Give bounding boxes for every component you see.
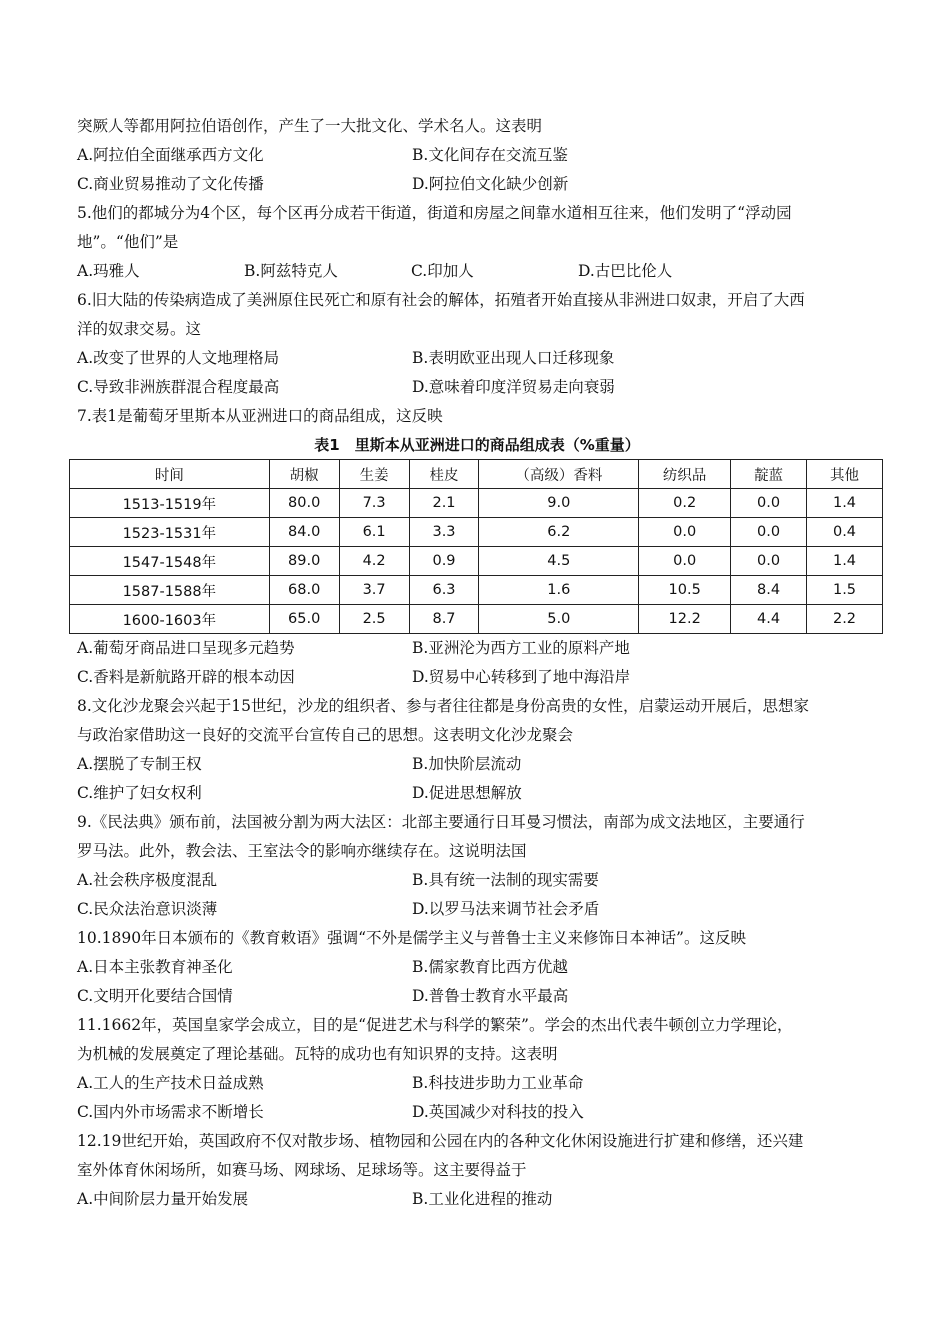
table-header-cell: 其他 — [807, 460, 883, 489]
table-cell: 89.0 — [269, 547, 339, 576]
table-header-cell: 纺织品 — [639, 460, 731, 489]
q5-option-a: A.玛雅人 — [77, 262, 140, 280]
q12-option-a: A.中间阶层力量开始发展 — [77, 1190, 249, 1208]
table-cell: 6.1 — [339, 518, 409, 547]
q10-option-b: B.儒家教育比西方优越 — [412, 958, 568, 976]
q11-option-d: D.英国减少对科技的投入 — [412, 1103, 584, 1121]
table-cell: 0.2 — [639, 489, 731, 518]
import-table — [69, 459, 883, 634]
table-row — [70, 605, 883, 634]
table-cell: 7.3 — [339, 489, 409, 518]
table-cell: 3.3 — [409, 518, 479, 547]
table-cell: 2.5 — [339, 605, 409, 634]
q6-option-c: C.导致非洲族群混合程度最高 — [77, 378, 280, 396]
q11-option-b: B.科技进步助力工业革命 — [412, 1074, 584, 1092]
q4-option-c: C.商业贸易推动了文化传播 — [77, 175, 264, 193]
table-cell: 65.0 — [269, 605, 339, 634]
table-cell: 5.0 — [479, 605, 639, 634]
q5-text-line1: 5.他们的都城分为4个区，每个区再分成若干街道，街道和房屋之间靠水道相互往来，他们发明了“浮动园 — [77, 204, 792, 222]
q10-text-line1: 10.1890年日本颁布的《教育敕语》强调“不外是儒学主义与普鲁士主义来修饰日本神话”。这反映 — [77, 929, 746, 947]
q10-options-row2 — [77, 982, 877, 1011]
q10-options-row1 — [77, 953, 877, 982]
table-cell: 4.4 — [731, 605, 807, 634]
table-cell: 84.0 — [269, 518, 339, 547]
table-cell: 0.0 — [731, 489, 807, 518]
q6-options-row2 — [77, 373, 877, 402]
table-cell: 10.5 — [639, 576, 731, 605]
table-cell: 0.0 — [731, 518, 807, 547]
q8-options-row1 — [77, 750, 877, 779]
q10-option-d: D.普鲁士教育水平最高 — [412, 987, 569, 1005]
table-cell: 1523-1531年 — [70, 518, 270, 547]
q10-option-c: C.文明开化要结合国情 — [77, 987, 233, 1005]
table-header-row — [70, 460, 883, 489]
q7-option-c: C.香料是新航路开辟的根本动因 — [77, 668, 295, 686]
q10-option-a: A.日本主张教育神圣化 — [77, 958, 233, 976]
q6-option-b: B.表明欧亚出现人口迁移现象 — [412, 349, 615, 367]
table-cell: 6.2 — [479, 518, 639, 547]
q11-text-line2: 为机械的发展奠定了理论基础。瓦特的成功也有知识界的支持。这表明 — [77, 1045, 558, 1063]
q12-text-line2: 室外体育休闲场所，如赛马场、网球场、足球场等。这主要得益于 — [77, 1161, 527, 1179]
table-cell: 3.7 — [339, 576, 409, 605]
q11-text-line1: 11.1662年，英国皇家学会成立，目的是“促进艺术与科学的繁荣”。学会的杰出代表牛顿创立力学理论， — [77, 1016, 793, 1034]
q6-options-row1 — [77, 344, 877, 373]
table-cell: 9.0 — [479, 489, 639, 518]
table-row — [70, 489, 883, 518]
q7-option-b: B.亚洲沦为西方工业的原料产地 — [412, 639, 630, 657]
table-cell: 1.4 — [807, 489, 883, 518]
table-cell: 0.0 — [731, 547, 807, 576]
q8-text-line1: 8.文化沙龙聚会兴起于15世纪，沙龙的组织者、参与者往往都是身份高贵的女性，启蒙运动开展后，思想家 — [77, 697, 810, 715]
table-cell: 0.9 — [409, 547, 479, 576]
q7-options-row1 — [77, 634, 877, 663]
q11-option-a: A.工人的生产技术日益成熟 — [77, 1074, 264, 1092]
table-cell: 80.0 — [269, 489, 339, 518]
table-cell: 1547-1548年 — [70, 547, 270, 576]
q11-options-row1 — [77, 1069, 877, 1098]
table-cell: 0.4 — [807, 518, 883, 547]
table-cell: 1600-1603年 — [70, 605, 270, 634]
q6-option-d: D.意味着印度洋贸易走向衰弱 — [412, 378, 615, 396]
table-cell: 1587-1588年 — [70, 576, 270, 605]
q9-option-a: A.社会秩序极度混乱 — [77, 871, 218, 889]
table-cell: 2.2 — [807, 605, 883, 634]
table-cell: 8.7 — [409, 605, 479, 634]
table-cell: 8.4 — [731, 576, 807, 605]
q8-option-d: D.促进思想解放 — [412, 784, 522, 802]
q9-option-c: C.民众法治意识淡薄 — [77, 900, 218, 918]
q8-option-b: B.加快阶层流动 — [412, 755, 522, 773]
q12-options-row1 — [77, 1185, 877, 1214]
q5-options — [77, 257, 877, 286]
q12-option-b: B.工业化进程的推动 — [412, 1190, 553, 1208]
q5-option-c: C.印加人 — [411, 262, 474, 280]
table-cell: 1.4 — [807, 547, 883, 576]
q9-text-line1: 9.《民法典》颁布前，法国被分割为两大法区：北部主要通行日耳曼习惯法，南部为成文法地区，主要通行 — [77, 813, 805, 831]
q7-text-line1: 7.表1是葡萄牙里斯本从亚洲进口的商品组成，这反映 — [77, 407, 443, 425]
q11-option-c: C.国内外市场需求不断增长 — [77, 1103, 264, 1121]
q12-text-line1: 12.19世纪开始，英国政府不仅对散步场、植物园和公园在内的各种文化休闲设施进行扩建和修缮，还兴建 — [77, 1132, 804, 1150]
q9-option-b: B.具有统一法制的现实需要 — [412, 871, 599, 889]
table-header-cell: 生姜 — [339, 460, 409, 489]
q5-text-line2: 地”。“他们”是 — [77, 233, 179, 251]
table-header-cell: 桂皮 — [409, 460, 479, 489]
table-cell: 0.0 — [639, 518, 731, 547]
q5-option-d: D.古巴比伦人 — [578, 262, 673, 280]
q11-options-row2 — [77, 1098, 877, 1127]
table-cell: 1.6 — [479, 576, 639, 605]
table-caption: 表1 里斯本从亚洲进口的商品组成表（%重量） — [314, 436, 640, 454]
table-cell: 4.2 — [339, 547, 409, 576]
q4-options-row1 — [77, 141, 877, 170]
q8-option-c: C.维护了妇女权利 — [77, 784, 202, 802]
q9-options-row2 — [77, 895, 877, 924]
q8-options-row2 — [77, 779, 877, 808]
q7-option-d: D.贸易中心转移到了地中海沿岸 — [412, 668, 631, 686]
q5-option-b: B.阿兹特克人 — [244, 262, 338, 280]
table-header-cell: 胡椒 — [269, 460, 339, 489]
table-cell: 4.5 — [479, 547, 639, 576]
q4-option-d: D.阿拉伯文化缺少创新 — [412, 175, 569, 193]
table-row — [70, 518, 883, 547]
q8-option-a: A.摆脱了专制王权 — [77, 755, 202, 773]
q7-option-a: A.葡萄牙商品进口呈现多元趋势 — [77, 639, 295, 657]
table-cell: 68.0 — [269, 576, 339, 605]
table-cell: 2.1 — [409, 489, 479, 518]
q9-options-row1 — [77, 866, 877, 895]
exam-page — [77, 112, 877, 1214]
table-row — [70, 576, 883, 605]
table-cell: 1513-1519年 — [70, 489, 270, 518]
q8-text-line2: 与政治家借助这一良好的交流平台宣传自己的思想。这表明文化沙龙聚会 — [77, 726, 574, 744]
table-cell: 6.3 — [409, 576, 479, 605]
q4-text: 突厥人等都用阿拉伯语创作，产生了一大批文化、学术名人。这表明 — [77, 117, 543, 135]
table-header-cell: （高级）香料 — [479, 460, 639, 489]
q9-text-line2: 罗马法。此外，教会法、王室法令的影响亦继续存在。这说明法国 — [77, 842, 527, 860]
q4-options-row2 — [77, 170, 877, 199]
q9-option-d: D.以罗马法来调节社会矛盾 — [412, 900, 600, 918]
q7-options-row2 — [77, 663, 877, 692]
table-cell: 12.2 — [639, 605, 731, 634]
q6-text-line2: 洋的奴隶交易。这 — [77, 320, 202, 338]
q4-option-b: B.文化间存在交流互鉴 — [412, 146, 568, 164]
table-header-cell: 时间 — [70, 460, 270, 489]
table-cell: 0.0 — [639, 547, 731, 576]
q4-option-a: A.阿拉伯全面继承西方文化 — [77, 146, 264, 164]
table-row — [70, 547, 883, 576]
table-cell: 1.5 — [807, 576, 883, 605]
table-header-cell: 靛蓝 — [731, 460, 807, 489]
q6-option-a: A.改变了世界的人文地理格局 — [77, 349, 280, 367]
q6-text-line1: 6.旧大陆的传染病造成了美洲原住民死亡和原有社会的解体，拓殖者开始直接从非洲进口奴隶，开启了大西 — [77, 291, 805, 309]
